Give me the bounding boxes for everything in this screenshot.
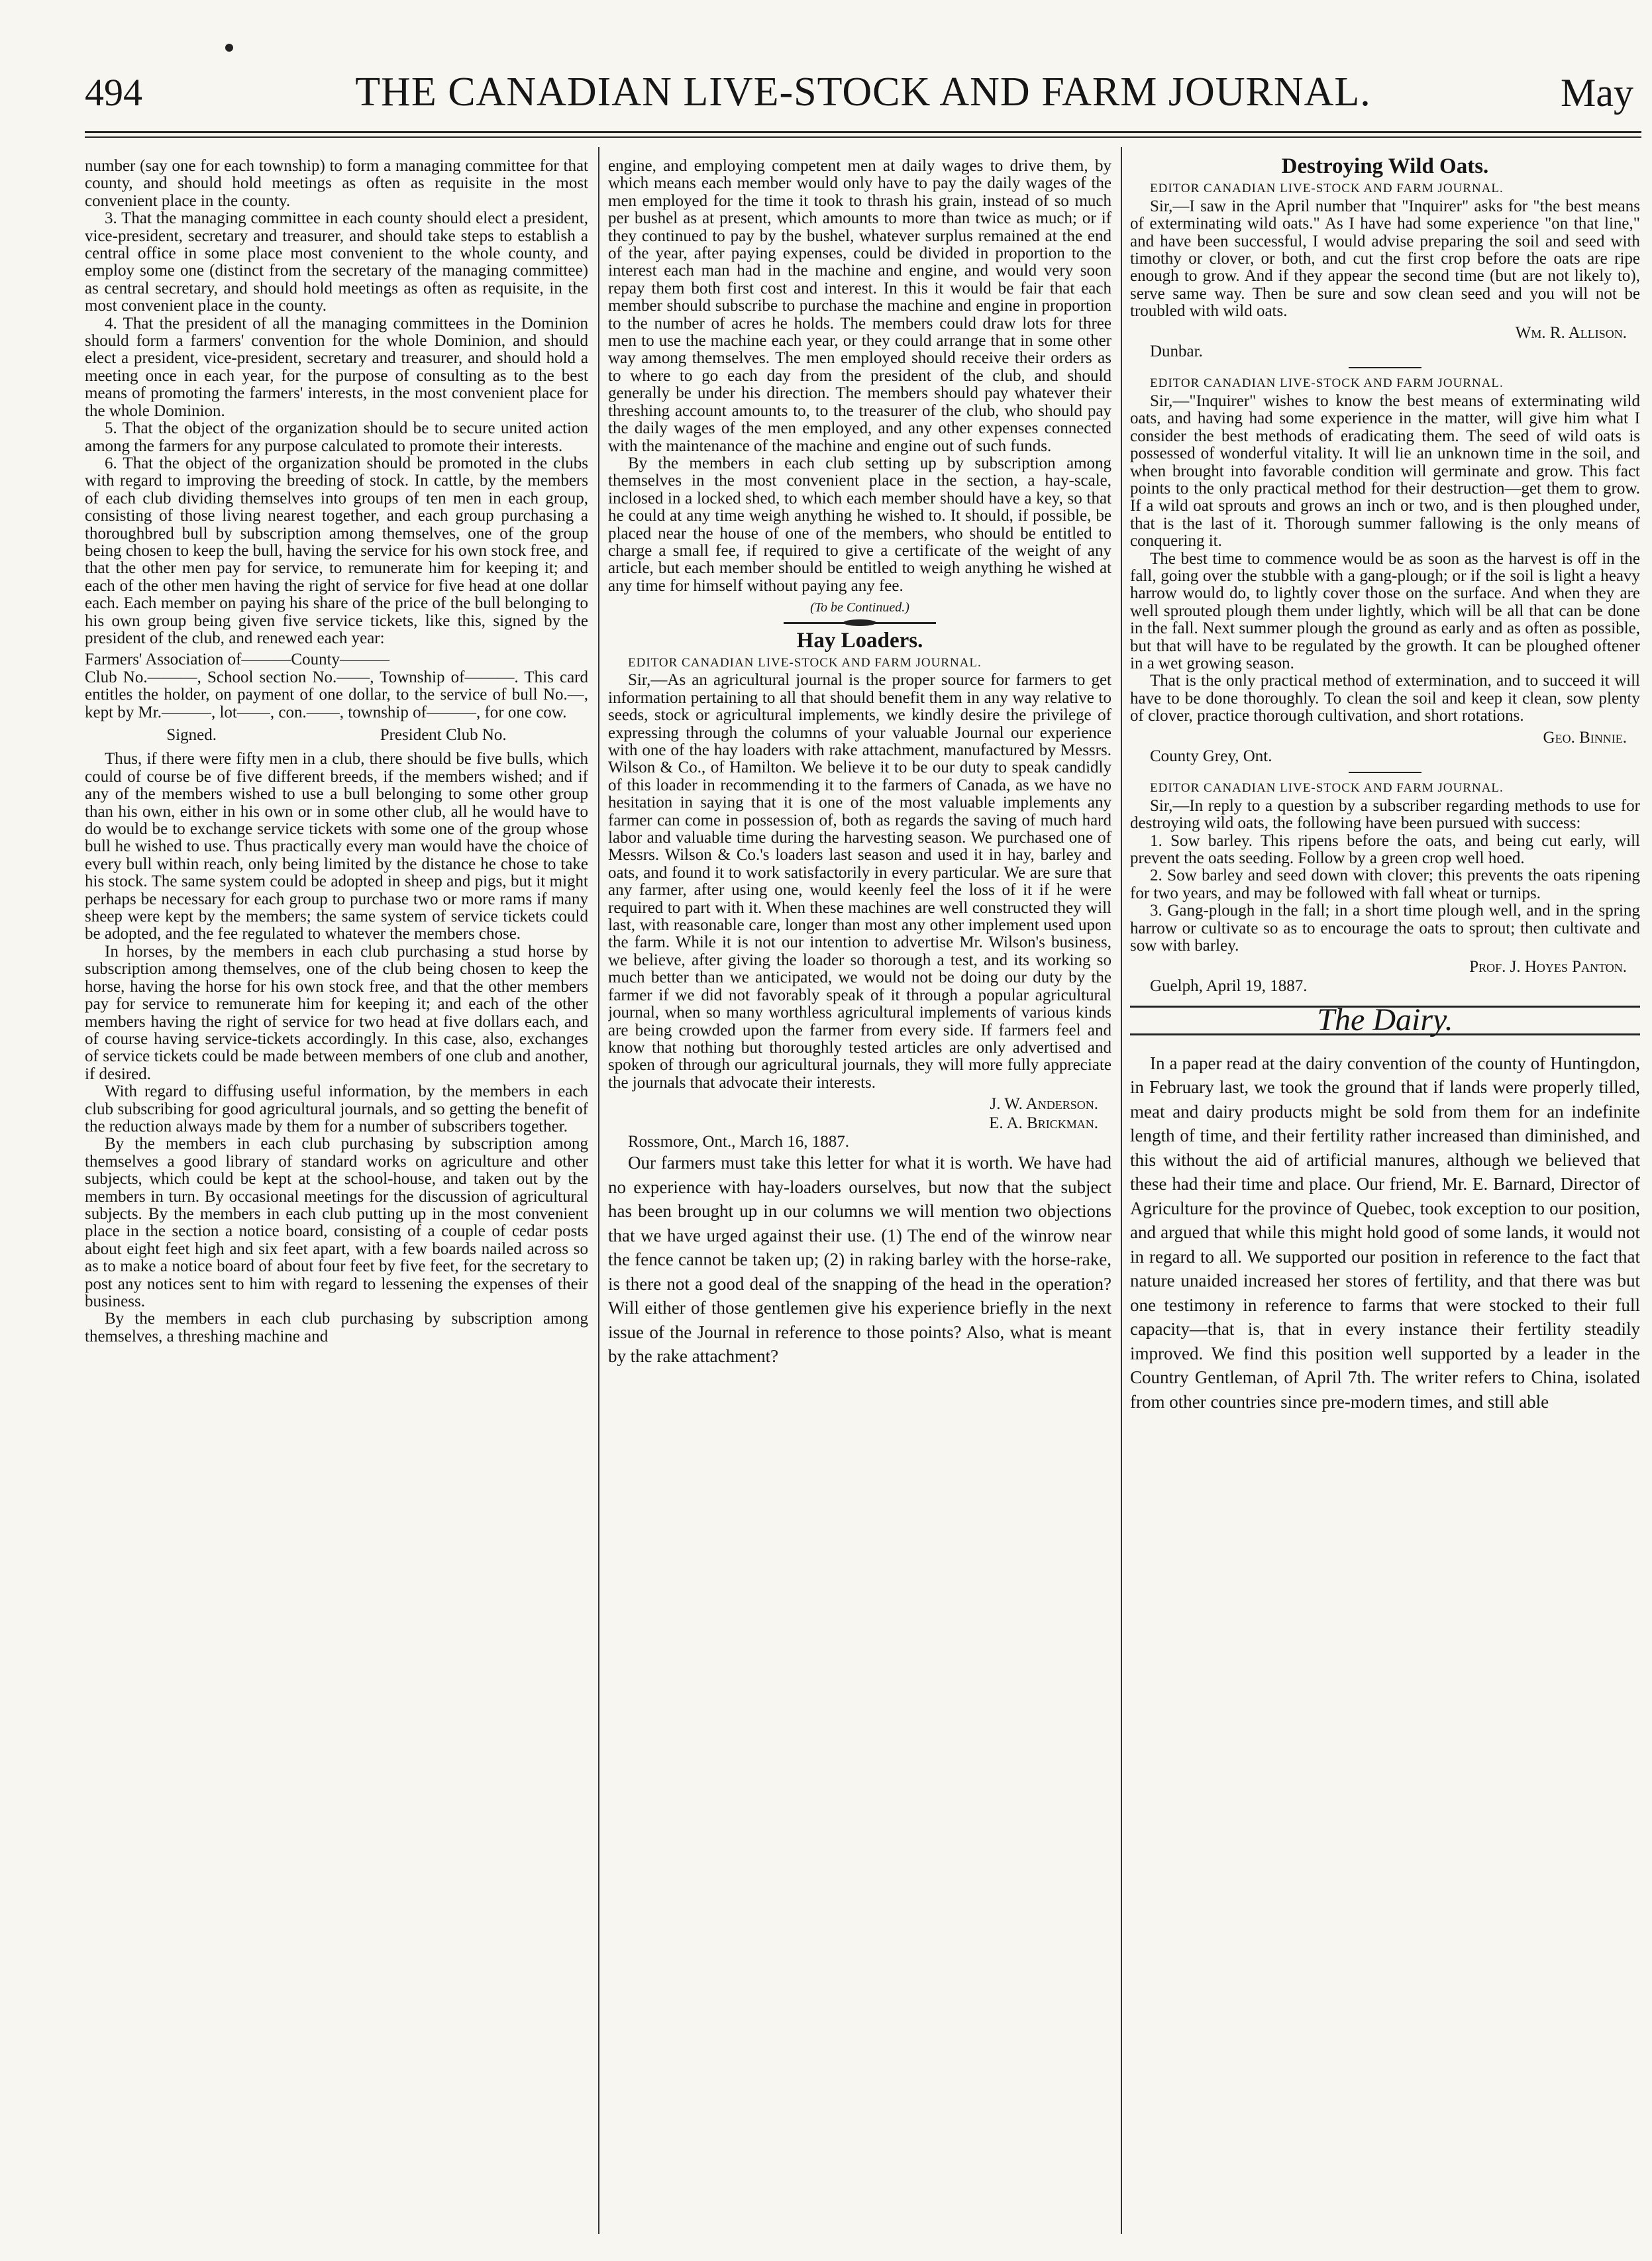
paragraph: The best time to commence would be as soon as the harvest is off in the fall, going over the stubble with a gang-plough; or if the soil is light a heavy harrow would do, to lightly cover those on the surface. And when they are well sprouted plough them under lightly, which will be all that can be done in the fall. Next summer plough the ground as early and as often as possible, but that will have to be regulated by the growth. It can be ploughed oftener in a wet growing season. [1130,549,1640,672]
paragraph: In horses, by the members in each club purchasing a stud horse by subscription among themselves, one of the club being chosen to keep the horse, having the horse for his own stock free, and that the other members pay for service to remunerate him for keeping it; and each of the other members having the right of service for two head at five dollars each, and of course having service-tickets accordingly. In this case, also, exchanges of service tickets could be made between members of one club and another, if desired. [85,942,588,1083]
continued-note: (To be Continued.) [810,600,909,615]
ornamental-rule [784,622,936,628]
paragraph: Thus, if there were fifty men in a club, there should be five bulls, which could of course be of five different breeds, if the members wished; and if any of the members wished to use a bull belonging to some other group than his own, either in his own or in some other club, all he would have to do would be to exchange service tickets with some one of the group whose bull he wished to use. Thus practically every man would have the choice of every bull within reach, only being limited by the distance he chose to take his stock. The same system could be adopted in sheep and pigs, but it might perhaps be necessary for each group to purchase two or more rams if many sheep were kept by the members; the same system of service tickets could be adopted, and the fee regulated to whatever the members chose. [85,750,588,943]
paragraph: number (say one for each township) to form a managing committee for that county, and should hold meetings as often as requisite in the most convenient place in the county. [85,158,588,210]
page-number: 494 [85,71,142,114]
paragraph: 3. That the managing committee in each county should elect a president, vice-president, secretary and treasurer, and should take steps to establish a central office in some place most convenient to the whole county, and employ some one (distinct from the secretary of the managing committee) as central secretary, and should hold meetings as often as requisite, in the most convenient place in the county. [85,209,588,315]
ticket-president: President Club No. [380,726,507,744]
page-header [85,66,1641,123]
editor-address: EDITOR CANADIAN LIVE-STOCK AND FARM JOURNAL. [1150,781,1504,796]
list-item: 1. Sow barley. This ripens before the oats, and being cut early, will prevent the oats seeding. Follow by a green crop well hoed. [1130,831,1640,868]
article-title: Hay Loaders. [796,628,923,653]
column-2 [608,158,1111,2231]
section-title: The Dairy. [1317,1002,1453,1038]
issue-month: May [1561,71,1633,115]
paragraph: Sir,—I saw in the April number that "Inquirer" asks for "the best means of exterminating wild oats." As I have had some experience "on that line," and have been successful, I would advise preparing the soil and seed with timothy or clover, or both, and cut the first crop before the oats are ripe enough to grow. And if they appear the second time (but are not likely to), serve same way. Then be sure and sow clean seed and you will not be troubled with wild oats. [1130,197,1640,321]
divider [1349,772,1421,773]
paragraph: By the members in each club purchasing by subscription among themselves a good library of standard works on agriculture and other subjects, which could be kept at the school-house, and taken out by the members in turn. By occasional meetings for the discussion of agricultural subjects. By the members in each club putting up in the most convenient place in the section a notice board, consisting of a couple of cedar posts about eight feet high and six feet apart, with a few boards nailed across so as to make a notice board of about four feet by five feet, for the secretary to post any notices sent to him with regard to lessening the expenses of their business. [85,1135,588,1310]
list-item: 3. Gang-plough in the fall; in a short time plough well, and in the spring harrow or cultivate so as to encourage the oats to sprout; then cultivate and sow with barley. [1130,902,1640,955]
ticket-signature-line [85,727,588,744]
paragraph: 6. That the object of the organization should be promoted in the clubs with regard to improving the breeding of stock. In cattle, by the members of each club dividing themselves into groups of ten men in each group, consisting of those living nearest together, and each group purchasing a thoroughbred bull by subscription among themselves, one of the group being chosen to keep the bull, having the service for his own stock free, and that the other men pay for service, to remunerate him for keeping it; and each of the other men having the right of service for five head at one dollar each. Each member on paying his share of the price of the bull belonging to his own group being given five service tickets, like this, signed by the president of the club, and renewed each year: [85,454,588,647]
ticket-line: Club No.———, School section No.——, Township of———. This card entitles the holder, on payment of one dollar, to the service of bull No.—, kept by Mr.———, lot——, con.——, township of———, for one cow. [85,668,588,721]
editor-address: EDITOR CANADIAN LIVE-STOCK AND FARM JOURNAL. [1150,182,1504,196]
paragraph: By the members in each club setting up by subscription among themselves in the most convenient place in the section, a hay-scale, inclosed in a locked shed, to which each member should have a key, so that he could at any time weigh anything he wished to. It should, if possible, be placed near the house of one of the members, who should be entitled to charge a small fee, if required to give a certificate of the weight of any article, but each member should be entitled to weigh anything he wished at any time for himself without paying any fee. [608,454,1111,595]
paragraph: 4. That the president of all the managing committees in the Dominion should form a farmers' convention for the whole Dominion, and should elect a president, vice-president, secretary and treasurer, and should hold a meeting once in each year, for the purpose of consulting as to the best means of promoting the farmers' interests, in the most convenient place for the whole Dominion. [85,314,588,420]
signature: Prof. J. Hoyes Panton. [1469,958,1627,976]
article-title: Destroying Wild Oats. [1281,158,1489,178]
editor-address: EDITOR CANADIAN LIVE-STOCK AND FARM JOURNAL. [628,655,982,670]
section-banner [1130,1002,1640,1038]
signature: Wm. R. Allison. [1515,323,1627,342]
header-rule-top [85,131,1641,133]
ink-dot [225,44,233,52]
divider [1349,367,1421,368]
list-item: 2. Sow barley and seed down with clover; this prevents the oats ripening for two years, and may be followed with fall wheat or turnips. [1130,867,1640,902]
paragraph: engine, and employing competent men at daily wages to drive them, by which means each member would only have to pay the daily wages of the men employed for the time it took to thrash his grain, instead of so much per bushel as at present, which amounts to more than twice as much; or if they continued to pay by the bushel, whatever surplus remained at the end of the year, after paying expenses, could be divided in proportion to the interest each man had in the machine and engine, and would very soon repay them both first cost and interest. In this it would be fair that each member should subscribe to purchase the machine and engine in proportion to the number of acres he holds. The members could draw lots for three men to use the machine each year, or they could arrange that in some other way among themselves. The men employed should receive their orders as to where to go each day from the president of the club, and should generally be under his direction. The members should pay whatever their threshing account amounts to, to the treasurer of the club, who should pay the daily wages of the men employed, and any other expenses connected with the maintenance of the machine and engine out of such funds. [608,158,1111,455]
paragraph: In a paper read at the dairy convention of the county of Huntingdon, in February last, we took the ground that if lands were properly tilled, meat and dairy products might be sold from them for an indefinite length of time, and their fertility rather increased than diminished, and this without the aid of artificial manures, although we believed that these had their time and place. Our friend, Mr. E. Barnard, Director of Agriculture for the province of Quebec, took exception to our position, and argued that while this might hold good of some lands, it would not in regard to all. We supported our position in reference to the fact that nature unaided increased her stores of fertility, and that there was but one testimony in reference to farms that were stocked to their full capacity—that is, that in every instance their fertility steadily improved. We find this position well supported by a leader in the Country Gentleman, of April 7th. The writer refers to China, isolated from other countries since pre-modern times, and still able [1130,1053,1640,1412]
signature: E. A. Brickman. [989,1114,1098,1132]
column-1 [85,158,588,2231]
ticket-line: Farmers' Association of———County——— [85,651,390,669]
paragraph: That is the only practical method of extermination, and to succeed it will have to be done thoroughly. To clean the soil and keep it clean, sow plenty of clover, practice thorough cultivation, and short rotations. [1130,672,1640,725]
paragraph: With regard to diffusing useful information, by the members in each club subscribing for good agricultural journals, and so getting the benefit of the reduction always made by them for a number of subscribers together. [85,1082,588,1135]
signature: Geo. Binnie. [1543,728,1627,747]
editorial-reply: Our farmers must take this letter for what it is worth. We have had no experience with hay-loaders ourselves, but now that the subject has been brought up in our columns we will mention two objections that we have urged against their use. (1) The end of the winrow near the fence cannot be taken up; (2) in raking barley with the horse-rake, is there not a good deal of the snapping of the head in the operation? Will either of those gentlemen give his experience briefly in the next issue of the Journal in reference to those points? Also, what is meant by the rake attachment? [608,1153,1111,1367]
paragraph: By the members in each club purchasing by subscription among themselves, a threshing machine and [85,1310,588,1345]
dateline: County Grey, Ont. [1150,747,1272,765]
dateline: Rossmore, Ont., March 16, 1887. [628,1132,849,1151]
dateline: Guelph, April 19, 1887. [1150,976,1308,995]
paragraph: Sir,—"Inquirer" wishes to know the best means of exterminating wild oats, and having had some experience in the matter, will give him what I consider the best methods of eradicating them. The seed of wild oats is possessed of wonderful vitality. It will lie an unknown time in the soil, and when brought into favorable condition will germinate and grow. This fact points to the only practical method for their destruction—get them to grow. If a wild oat sprouts and grows an inch or two, and is then ploughed under, that is the last of it. Thorough summer fallowing is the only means of conquering it. [1130,392,1640,551]
editor-address: EDITOR CANADIAN LIVE-STOCK AND FARM JOURNAL. [1150,376,1504,391]
column-3 [1130,158,1640,2231]
paragraph: Sir,—As an agricultural journal is the proper source for farmers to get information pertaining to all that should benefit them in any way relative to seeds, stock or agricultural implements, we kindly desire the privilege of expressing through the columns of your valuable Journal our experience with one of the hay loaders with rake attachment, manufactured by Messrs. Wilson & Co., of Hamilton. We believe it to be our duty to speak candidly of this loader in recommending it to the farmers of Canada, as we have no hesitation in saying that it is one of the most valuable implements any farmer can come in possession of, both as regards the saving of much hard labor and valuable time during the harvesting season. We purchased one of Messrs. Wilson & Co.'s loaders last season and used it in hay, barley and oats, and found it to work satisfactorily in every particular. We are sure that any farmer, after using one, would keenly feel the loss of it if he were required to part with it. When these machines are well constructed they will last, with reasonable care, longer than most any other implement used upon the farm. While it is not our intention to advertise Mr. Wilson's business, we believe, after giving the loader so thorough a test, and its working so much better than we anticipated, we would not be doing our duty by the farmer if we did not favorably speak of it through a popular agricultural journal, when so many worthless agricultural implements of various kinds are being crowded upon the farmer from every side. If farmers feel and know that nothing but thoroughly tested articles are only advertised and spoken of through our agricultural journals, they will more fully appreciate the journals that advocate their interests. [608,671,1111,1092]
service-ticket [85,651,588,744]
column-divider-1 [598,147,599,2234]
paragraph: 5. That the object of the organization should be to secure united action among the farmers for any purpose calculated to promote their interests. [85,419,588,455]
signature: J. W. Anderson. [990,1095,1098,1114]
header-rule-bottom [85,136,1641,138]
journal-title: THE CANADIAN LIVE-STOCK AND FARM JOURNAL. [355,70,1371,115]
ticket-signed: Signed. [166,726,217,744]
dateline: Dunbar. [1150,342,1203,361]
paragraph: Sir,—In reply to a question by a subscriber regarding methods to use for destroying wild oats, the following have been pursued with success: [1130,796,1640,833]
column-divider-2 [1121,147,1122,2234]
